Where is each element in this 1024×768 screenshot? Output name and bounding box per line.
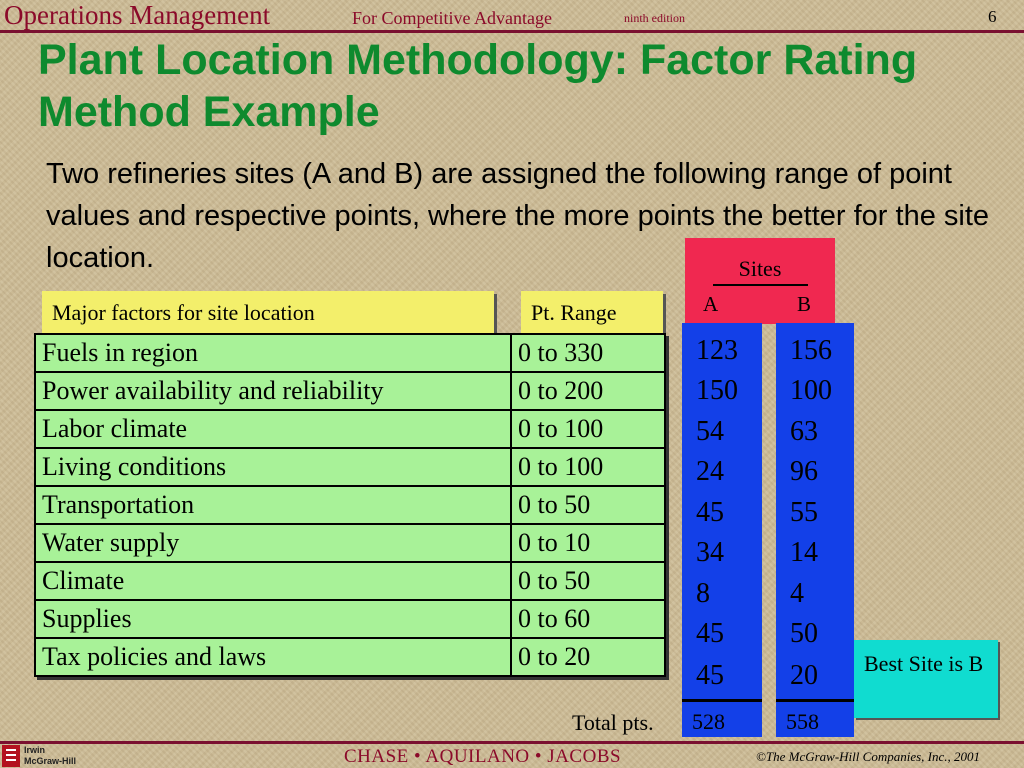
- table-row: [35, 334, 665, 372]
- table-row: [35, 486, 665, 524]
- table-row: [35, 524, 665, 562]
- site-a-score: 8: [696, 578, 710, 609]
- authors-line: CHASE • AQUILANO • JACOBS: [344, 746, 622, 767]
- range-cell: 0 to 330: [511, 334, 665, 372]
- site-a-score: 45: [696, 618, 724, 649]
- site-a-column: [682, 323, 762, 737]
- site-b-score: 96: [790, 456, 818, 487]
- range-cell: 0 to 100: [511, 410, 665, 448]
- factor-cell: Fuels in region: [35, 334, 511, 372]
- range-cell: 0 to 50: [511, 486, 665, 524]
- range-cell: 0 to 200: [511, 372, 665, 410]
- sites-header-label: Sites: [738, 256, 782, 281]
- factor-cell: Tax policies and laws: [35, 638, 511, 676]
- site-b-score: 4: [790, 578, 804, 609]
- site-b-score: 100: [790, 375, 832, 406]
- range-header: [521, 291, 663, 333]
- table-row: [35, 638, 665, 676]
- factor-cell: Water supply: [35, 524, 511, 562]
- course-subtitle: For Competitive Advantage: [352, 8, 552, 28]
- range-cell: 0 to 20: [511, 638, 665, 676]
- factor-cell: Living conditions: [35, 448, 511, 486]
- site-a-score: 150: [696, 375, 738, 406]
- site-b-score: 14: [790, 537, 818, 568]
- site-b-total: 558: [786, 709, 819, 734]
- copyright-notice: ©The McGraw-Hill Companies, Inc., 2001: [756, 749, 980, 764]
- site-a-score: 24: [696, 456, 724, 487]
- factor-cell: Climate: [35, 562, 511, 600]
- range-header-label: Pt. Range: [531, 300, 617, 325]
- footer-divider: [0, 741, 1024, 744]
- table-row: [35, 600, 665, 638]
- site-a-score: 34: [696, 537, 724, 568]
- site-b-score: 156: [790, 335, 832, 366]
- publisher-logo-text: Irwin McGraw-Hill: [24, 745, 77, 766]
- course-title: Operations Management: [4, 0, 271, 30]
- table-row: [35, 372, 665, 410]
- factors-header-label: Major factors for site location: [52, 300, 315, 325]
- best-site-text: Best Site is B: [864, 651, 984, 676]
- site-a-score: 45: [696, 497, 724, 528]
- publisher-logo: [2, 745, 88, 767]
- slide-title: Plant Location Methodology: Factor Rating Method Example: [38, 36, 918, 136]
- site-b-column: [776, 323, 854, 737]
- table-row: [35, 562, 665, 600]
- factor-table: [34, 333, 666, 677]
- site-b-score: 55: [790, 497, 818, 528]
- edition-label: ninth edition: [624, 11, 685, 25]
- factors-header: [42, 291, 494, 333]
- site-a-score: 123: [696, 335, 738, 366]
- range-cell: 0 to 50: [511, 562, 665, 600]
- site-a-score: 45: [696, 660, 724, 691]
- site-b-label: B: [797, 292, 812, 316]
- site-a-score: 54: [696, 416, 724, 447]
- site-b-score: 20: [790, 660, 818, 691]
- publisher-logo-icon: [2, 745, 20, 767]
- sites-header-divider: [713, 284, 808, 286]
- site-b-score: 50: [790, 618, 818, 649]
- site-b-total-divider: [776, 699, 854, 702]
- site-a-label: A: [703, 292, 719, 316]
- best-site-callout: [854, 640, 998, 718]
- intro-text: Two refineries sites (A and B) are assigned the following range of point values and respective points, where the more points the better for the site location.: [46, 158, 990, 274]
- header-divider: [0, 30, 1024, 33]
- table-row: [35, 448, 665, 486]
- factor-cell: Transportation: [35, 486, 511, 524]
- total-points-label: Total pts.: [572, 710, 654, 735]
- factor-cell: Power availability and reliability: [35, 372, 511, 410]
- page-number: 6: [988, 7, 997, 26]
- site-a-total: 528: [692, 709, 725, 734]
- factor-cell: Labor climate: [35, 410, 511, 448]
- site-b-score: 63: [790, 416, 818, 447]
- factor-cell: Supplies: [35, 600, 511, 638]
- range-cell: 0 to 60: [511, 600, 665, 638]
- range-cell: 0 to 10: [511, 524, 665, 562]
- sites-header: [685, 238, 835, 324]
- site-a-total-divider: [682, 699, 762, 702]
- table-row: [35, 410, 665, 448]
- range-cell: 0 to 100: [511, 448, 665, 486]
